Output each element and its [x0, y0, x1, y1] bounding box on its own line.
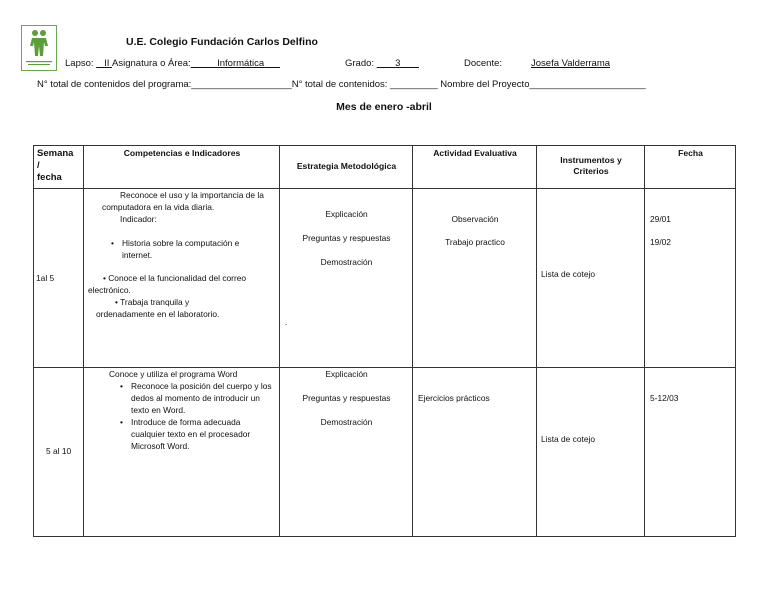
header-actividad: Actividad Evaluativa	[413, 146, 537, 189]
planning-table	[33, 145, 736, 537]
row2-semana: 5 al 10	[34, 368, 84, 537]
header-instrumentos: Instrumentos y Criterios	[537, 146, 645, 189]
row2-estrategia: Explicación Preguntas y respuestas Demostración	[280, 368, 413, 537]
grado-label: Grado:	[345, 58, 375, 69]
row2-competencias: Conoce y utiliza el programa Word • Reconoce la posición del cuerpo y los dedos al momento de introducir un texto en Word. • Introduce de forma adecuada cualquier texto en el procesador Microsoft Word.	[84, 368, 280, 537]
totals-line	[37, 79, 646, 90]
proyecto-label: Nombre del Proyecto	[440, 79, 530, 90]
area-label: Asignatura o Área:	[112, 58, 191, 69]
school-name: U.E. Colegio Fundación Carlos Delfino	[126, 36, 318, 48]
row2-actividad: Ejercicios prácticos	[413, 368, 537, 537]
header-fecha: Fecha	[645, 146, 736, 189]
total-contenidos-label: N° total de contenidos:	[291, 79, 388, 90]
logo-figures-icon	[22, 26, 56, 70]
grado-value: 3	[395, 58, 401, 69]
row2-instrumentos: Lista de cotejo	[537, 368, 645, 537]
header-competencias: Competencias e Indicadores	[84, 146, 280, 189]
table-header-row	[34, 146, 736, 189]
total-programa-blank: :___________________	[188, 79, 292, 90]
header-semana: Semana / fecha	[34, 146, 84, 189]
table-row	[34, 368, 736, 537]
lapso-label: Lapso:	[65, 58, 94, 69]
docente-value: Josefa Valderrama	[531, 58, 611, 69]
row1-instrumentos: Lista de cotejo	[537, 189, 645, 368]
total-contenidos-blank: _________	[390, 79, 438, 90]
proyecto-blank: ______________________	[529, 79, 646, 90]
area-value: Informática	[217, 58, 265, 69]
row1-actividad: Observación Trabajo practico	[413, 189, 537, 368]
row2-fecha: 5-12/03	[645, 368, 736, 537]
row1-estrategia: Explicación Preguntas y respuestas Demostración .	[280, 189, 413, 368]
docente-label: Docente:	[464, 58, 503, 69]
school-logo	[21, 25, 57, 71]
period-title: Mes de enero -abril	[336, 101, 432, 113]
row1-competencias: Reconoce el uso y la importancia de la computadora en la vida diaria. Indicador: • Historia sobre la computación e internet. • Conoce el la funcionalidad del correo electrónico. • Trabaja tranquila y ordenadamente en el laboratorio.	[84, 189, 280, 368]
table-row	[34, 189, 736, 368]
row1-fecha: 29/01 19/02	[645, 189, 736, 368]
grado-line	[345, 58, 419, 69]
lapso-value: II	[104, 58, 110, 69]
row1-semana: 1al 5	[34, 189, 84, 368]
total-programa-label: N° total de contenidos del programa	[37, 79, 189, 90]
lapso-line	[65, 58, 280, 69]
header-estrategia: Estrategia Metodológica	[280, 146, 413, 189]
